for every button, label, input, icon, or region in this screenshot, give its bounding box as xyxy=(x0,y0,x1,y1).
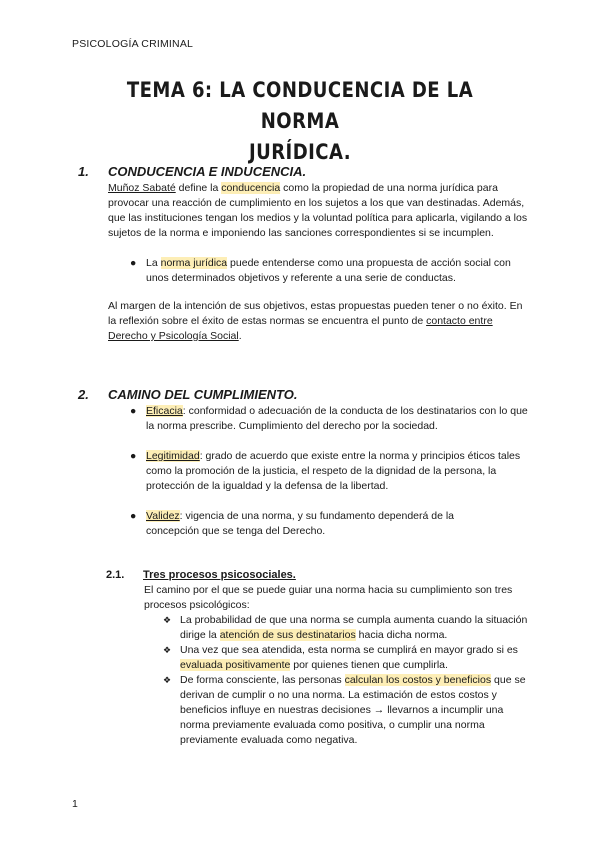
bullet-icon: ● xyxy=(130,510,137,522)
section-title: CAMINO DEL CUMPLIMIENTO. xyxy=(108,387,298,402)
bullet-icon: ● xyxy=(130,257,137,269)
page-header: PSICOLOGÍA CRIMINAL xyxy=(72,38,194,50)
diamond-bullet-icon: ❖ xyxy=(163,675,172,685)
author-link: Muñoz Sabaté xyxy=(108,182,176,194)
section-1-paragraph-1: Muñoz Sabaté define la conducencia como la propiedad de una norma jurídica para provocar una reacción de cumplimiento en los sujetos a los que van destinadas. Además, que las instituciones tengan los medios y la voluntad política para aplicarla, vigilando a los sujetos de la norma e imponiendo las sanciones correspondientes si se incumplen. xyxy=(108,182,528,239)
highlight: evaluada positivamente xyxy=(180,659,291,671)
list-item: ● Eficacia: conformidad o adecuación de la conducta de los destinatarios con lo que la norma prescribe. Cumplimiento del derecho por la sociedad. xyxy=(130,405,528,432)
subsection-title: Tres procesos psicosociales. xyxy=(143,569,296,581)
page-title xyxy=(94,75,507,168)
list-item: ● Validez: vigencia de una norma, y su fundamento dependerá de la concepción que se tenga del Derecho. xyxy=(130,510,455,537)
highlight: Legitimidad xyxy=(146,450,200,462)
section-number: 2. xyxy=(78,387,89,402)
list-item: ❖ De forma consciente, las personas calculan los costos y beneficios que se derivan de cumplir o no una norma. La estimación de estos costos y beneficios influye en nuestras decisiones → llevarnos a incumplir una norma previamente evaluada como positiva, o cumplir una norma previamente evaluada como negativa. xyxy=(163,674,526,746)
title-line-2: JURÍDICA. xyxy=(248,140,352,164)
highlight: Eficacia xyxy=(146,405,183,417)
list-item: ● Legitimidad: grado de acuerdo que existe entre la norma y principios éticos tales como la promoción de la justicia, el respeto de la dignidad de la persona, la protección de la igualdad y la defensa de la libertad. xyxy=(130,450,521,492)
highlight: Validez xyxy=(146,510,180,522)
page-number: 1 xyxy=(72,798,78,810)
subsection-number: 2.1. xyxy=(106,569,125,581)
section-title: CONDUCENCIA E INDUCENCIA. xyxy=(108,164,307,179)
list-item: ● La norma jurídica puede entenderse como una propuesta de acción social con unos determinados objetivos y referente a una serie de conductas. xyxy=(130,257,511,284)
subsection-2-1-heading xyxy=(106,568,296,583)
diamond-bullet-icon: ❖ xyxy=(163,615,172,625)
highlight: calculan los costos y beneficios xyxy=(344,674,492,686)
highlight: atención de sus destinatarios xyxy=(219,629,356,641)
subsection-intro: El camino por el que se puede guiar una norma hacia su cumplimiento son tres procesos psicológicos: xyxy=(144,584,513,611)
bullet-icon: ● xyxy=(130,450,137,462)
list-item: ❖ Una vez que sea atendida, esta norma se cumplirá en mayor grado si es evaluada positivamente por quienes tienen que cumplirla. xyxy=(163,644,518,671)
section-number: 1. xyxy=(78,164,89,179)
title-line-1: TEMA 6: LA CONDUCENCIA DE LA NORMA xyxy=(126,78,474,133)
diamond-bullet-icon: ❖ xyxy=(163,645,172,655)
section-1-paragraph-2: Al margen de la intención de sus objetivos, estas propuestas pueden tener o no éxito. En la reflexión sobre el éxito de estas normas se encuentra el punto de contacto entre Derecho y Psicología Social. xyxy=(108,300,523,342)
list-item: ❖ La probabilidad de que una norma se cumpla aumenta cuando la situación dirige la atención de sus destinatarios hacia dicha norma. xyxy=(163,614,528,641)
bullet-icon: ● xyxy=(130,405,137,417)
underlined-text: contacto entre Derecho y Psicología Social xyxy=(108,315,493,342)
highlight: conducencia xyxy=(221,182,281,194)
highlight: norma jurídica xyxy=(160,257,228,269)
